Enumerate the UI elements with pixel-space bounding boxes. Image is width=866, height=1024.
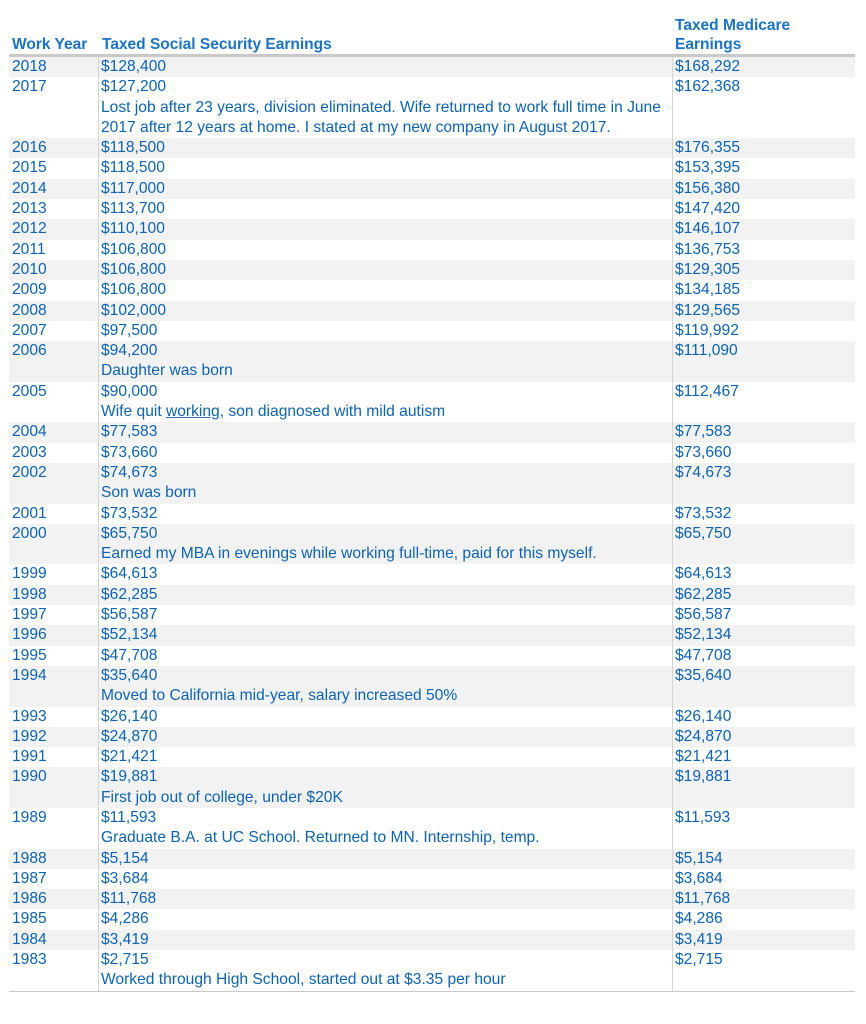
ss-earnings-value: $127,200 — [101, 78, 167, 96]
ss-earnings-cell — [99, 909, 673, 929]
medicare-earnings-cell: $168,292 — [675, 58, 741, 75]
table-row — [9, 605, 855, 625]
ss-earnings-value: $97,500 — [101, 321, 158, 339]
ss-earnings-cell — [99, 504, 673, 524]
table-row — [9, 767, 855, 808]
ss-earnings-cell — [99, 260, 673, 280]
ss-earnings-cell — [99, 219, 673, 239]
table-row — [9, 808, 855, 849]
table-row — [9, 889, 855, 909]
ss-earnings-cell — [99, 240, 673, 260]
medicare-earnings-cell: $156,380 — [675, 179, 741, 197]
table-row — [9, 138, 855, 158]
work-year-cell: 2012 — [9, 219, 99, 239]
ss-earnings-cell — [99, 280, 673, 300]
ss-earnings-value: $24,870 — [101, 727, 158, 745]
medicare-earnings-cell: $21,421 — [675, 748, 732, 766]
medicare-earnings-cell: $3,419 — [675, 930, 723, 948]
work-year-cell: 2011 — [9, 240, 99, 260]
work-year-cell: 2000 — [9, 524, 99, 565]
medicare-earnings-cell: $146,107 — [675, 220, 741, 238]
table-row — [9, 585, 855, 605]
medicare-earnings-cell: $129,305 — [675, 260, 741, 278]
earnings-table — [9, 57, 855, 992]
table-row — [9, 666, 855, 707]
ss-earnings-cell — [99, 564, 673, 584]
ss-earnings-value: $106,800 — [101, 260, 167, 278]
medicare-earnings-cell: $73,660 — [675, 443, 732, 461]
ss-earnings-value: $21,421 — [101, 748, 158, 766]
medicare-earnings-cell: $47,708 — [675, 646, 732, 664]
ss-earnings-cell — [99, 625, 673, 645]
ss-earnings-value: $11,593 — [101, 808, 157, 826]
table-row — [9, 950, 855, 991]
medicare-earnings-cell: $119,992 — [675, 321, 739, 339]
ss-earnings-value: $3,419 — [101, 930, 149, 948]
table-row — [9, 219, 855, 239]
medicare-earnings-cell: $56,587 — [675, 606, 732, 624]
medicare-earnings-cell: $147,420 — [675, 200, 741, 218]
table-row — [9, 747, 855, 767]
table-row — [9, 422, 855, 442]
table-row — [9, 504, 855, 524]
ss-earnings-value: $5,154 — [101, 849, 149, 867]
ss-earnings-cell — [99, 382, 673, 423]
work-year-cell: 2002 — [9, 463, 99, 504]
work-year-cell: 2016 — [9, 138, 99, 158]
ss-earnings-cell — [99, 666, 673, 707]
ss-earnings-value: $117,000 — [101, 179, 165, 197]
medicare-earnings-cell: $24,870 — [675, 727, 732, 745]
ss-earnings-value: $26,140 — [101, 707, 158, 725]
earnings-sheet — [9, 14, 855, 992]
table-row — [9, 77, 855, 138]
ss-earnings-value: $4,286 — [101, 910, 149, 928]
table-row — [9, 57, 855, 77]
work-year-cell: 1993 — [9, 707, 99, 727]
life-event-note: Graduate B.A. at UC School. Returned to MN. Internship, temp. — [101, 829, 540, 847]
ss-earnings-value: $2,715 — [101, 951, 149, 969]
medicare-earnings-cell: $35,640 — [675, 666, 732, 684]
work-year-cell: 2010 — [9, 260, 99, 280]
ss-earnings-cell — [99, 767, 673, 808]
ss-earnings-value: $106,800 — [101, 240, 167, 258]
work-year-cell: 1996 — [9, 625, 99, 645]
ss-earnings-cell — [99, 646, 673, 666]
ss-earnings-value: $3,684 — [101, 869, 149, 887]
work-year-cell: 1997 — [9, 605, 99, 625]
table-row — [9, 463, 855, 504]
ss-earnings-cell — [99, 585, 673, 605]
work-year-cell: 2001 — [9, 504, 99, 524]
life-event-note: Worked through High School, started out at $3.35 per hour — [101, 971, 506, 989]
table-row — [9, 260, 855, 280]
ss-earnings-cell — [99, 422, 673, 442]
medicare-earnings-cell: $4,286 — [675, 910, 723, 928]
work-year-cell: 2003 — [9, 443, 99, 463]
ss-earnings-cell — [99, 727, 673, 747]
medicare-earnings-cell: $74,673 — [675, 463, 732, 481]
work-year-cell: 1983 — [9, 950, 99, 991]
medicare-earnings-cell: $11,593 — [675, 808, 731, 826]
header-rule — [9, 54, 855, 57]
ss-earnings-value: $52,134 — [101, 626, 158, 644]
ss-earnings-cell — [99, 301, 673, 321]
work-year-cell: 1992 — [9, 727, 99, 747]
underlined-word: working, — [166, 403, 225, 421]
ss-earnings-cell — [99, 57, 673, 77]
ss-earnings-cell — [99, 889, 673, 909]
ss-earnings-cell — [99, 524, 673, 565]
ss-earnings-value: $73,660 — [101, 443, 158, 461]
table-row — [9, 564, 855, 584]
table-row — [9, 443, 855, 463]
ss-earnings-value: $102,000 — [101, 301, 167, 319]
note-segment: son diagnosed with mild autism — [224, 403, 446, 421]
work-year-cell: 1984 — [9, 930, 99, 950]
medicare-earnings-cell: $5,154 — [675, 849, 723, 867]
work-year-cell: 1986 — [9, 889, 99, 909]
work-year-cell: 2018 — [9, 57, 99, 77]
medicare-earnings-cell: $77,583 — [675, 423, 732, 441]
ss-earnings-value: $113,700 — [101, 200, 165, 218]
ss-earnings-cell — [99, 930, 673, 950]
ss-earnings-cell — [99, 321, 673, 341]
life-event-note: Moved to California mid-year, salary increased 50% — [101, 687, 458, 705]
ss-earnings-value: $11,768 — [101, 890, 157, 908]
ss-earnings-value: $47,708 — [101, 646, 158, 664]
table-header — [9, 14, 855, 55]
work-year-cell: 2017 — [9, 77, 99, 138]
table-row — [9, 869, 855, 889]
work-year-cell: 1990 — [9, 767, 99, 808]
table-row — [9, 240, 855, 260]
table-row — [9, 382, 855, 423]
table-row — [9, 909, 855, 929]
ss-earnings-value: $56,587 — [101, 606, 158, 624]
ss-earnings-cell — [99, 341, 673, 382]
work-year-cell: 1998 — [9, 585, 99, 605]
work-year-cell: 2014 — [9, 179, 99, 199]
table-row — [9, 930, 855, 950]
medicare-earnings-cell: $73,532 — [675, 504, 732, 522]
work-year-cell: 1987 — [9, 869, 99, 889]
table-row — [9, 646, 855, 666]
table-row — [9, 199, 855, 219]
life-event-note: First job out of college, under $20K — [101, 788, 343, 806]
medicare-earnings-cell: $111,090 — [675, 342, 738, 360]
header-taxed-social-security-earnings: Taxed Social Security Earnings — [102, 36, 332, 53]
table-row — [9, 179, 855, 199]
ss-earnings-value: $77,583 — [101, 423, 158, 441]
ss-earnings-cell — [99, 869, 673, 889]
medicare-earnings-cell: $19,881 — [675, 768, 732, 786]
ss-earnings-value: $19,881 — [101, 768, 158, 786]
work-year-cell: 2015 — [9, 158, 99, 178]
work-year-cell: 1994 — [9, 666, 99, 707]
ss-earnings-cell — [99, 707, 673, 727]
table-row — [9, 625, 855, 645]
life-event-note: Daughter was born — [101, 362, 233, 380]
medicare-earnings-cell: $153,395 — [675, 159, 741, 177]
life-event-note: Lost job after 23 years, division eliminated. Wife returned to work full time in June 2017 after 12 years at home. I stated at my new company in August 2017. — [101, 98, 661, 136]
table-row — [9, 301, 855, 321]
life-event-note: Son was born — [101, 484, 197, 502]
ss-earnings-value: $118,500 — [101, 159, 165, 177]
header-taxed-medicare-earnings — [675, 16, 815, 54]
ss-earnings-cell — [99, 808, 673, 849]
header-work-year: Work Year — [12, 36, 88, 53]
medicare-earnings-cell: $3,684 — [675, 869, 723, 887]
note-segment: Wife quit — [101, 403, 166, 421]
ss-earnings-cell — [99, 463, 673, 504]
ss-earnings-cell — [99, 950, 673, 991]
ss-earnings-value: $110,100 — [101, 220, 165, 238]
work-year-cell: 2009 — [9, 280, 99, 300]
medicare-earnings-cell: $136,753 — [675, 240, 741, 258]
work-year-cell: 2008 — [9, 301, 99, 321]
ss-earnings-cell — [99, 605, 673, 625]
work-year-cell: 1991 — [9, 747, 99, 767]
medicare-earnings-cell: $52,134 — [675, 626, 732, 644]
ss-earnings-cell — [99, 138, 673, 158]
work-year-cell: 2006 — [9, 341, 99, 382]
medicare-earnings-cell: $65,750 — [675, 524, 732, 542]
work-year-cell: 1995 — [9, 646, 99, 666]
table-row — [9, 321, 855, 341]
work-year-cell: 1989 — [9, 808, 99, 849]
medicare-earnings-cell: $11,768 — [675, 890, 731, 908]
table-row — [9, 158, 855, 178]
ss-earnings-cell — [99, 199, 673, 219]
ss-earnings-cell — [99, 158, 673, 178]
ss-earnings-cell — [99, 849, 673, 869]
table-row — [9, 707, 855, 727]
work-year-cell: 1985 — [9, 909, 99, 929]
work-year-cell: 2007 — [9, 321, 99, 341]
ss-earnings-cell — [99, 747, 673, 767]
work-year-cell: 2005 — [9, 382, 99, 423]
ss-earnings-value: $35,640 — [101, 666, 158, 684]
ss-earnings-value: $118,500 — [101, 139, 165, 157]
ss-earnings-value: $65,750 — [101, 524, 158, 542]
ss-earnings-value: $106,800 — [101, 281, 167, 299]
work-year-cell: 2004 — [9, 422, 99, 442]
table-row — [9, 341, 855, 382]
life-event-note: Earned my MBA in evenings while working full-time, paid for this myself. — [101, 545, 597, 563]
medicare-earnings-cell: $112,467 — [675, 382, 739, 400]
ss-earnings-value: $90,000 — [101, 382, 158, 400]
medicare-earnings-cell: $134,185 — [675, 281, 741, 299]
life-event-note — [101, 402, 672, 422]
medicare-earnings-cell: $26,140 — [675, 707, 732, 725]
work-year-cell: 1988 — [9, 849, 99, 869]
work-year-cell: 1999 — [9, 564, 99, 584]
header-taxed-medicare-earnings-text: Taxed Medicare Earnings — [675, 17, 791, 53]
work-year-cell: 2013 — [9, 199, 99, 219]
table-row — [9, 727, 855, 747]
ss-earnings-value: $128,400 — [101, 58, 167, 75]
ss-earnings-value: $94,200 — [101, 342, 158, 360]
ss-earnings-value: $64,613 — [101, 565, 158, 583]
ss-earnings-value: $62,285 — [101, 585, 158, 603]
ss-earnings-cell — [99, 77, 673, 138]
medicare-earnings-cell: $64,613 — [675, 565, 732, 583]
medicare-earnings-cell: $176,355 — [675, 139, 741, 157]
table-row — [9, 849, 855, 869]
ss-earnings-value: $73,532 — [101, 504, 158, 522]
medicare-earnings-cell: $62,285 — [675, 585, 732, 603]
ss-earnings-cell — [99, 443, 673, 463]
ss-earnings-value: $74,673 — [101, 463, 158, 481]
ss-earnings-cell — [99, 179, 673, 199]
table-row — [9, 280, 855, 300]
medicare-earnings-cell: $2,715 — [675, 951, 723, 969]
medicare-earnings-cell: $129,565 — [675, 301, 741, 319]
table-row — [9, 524, 855, 565]
medicare-earnings-cell: $162,368 — [675, 78, 741, 96]
